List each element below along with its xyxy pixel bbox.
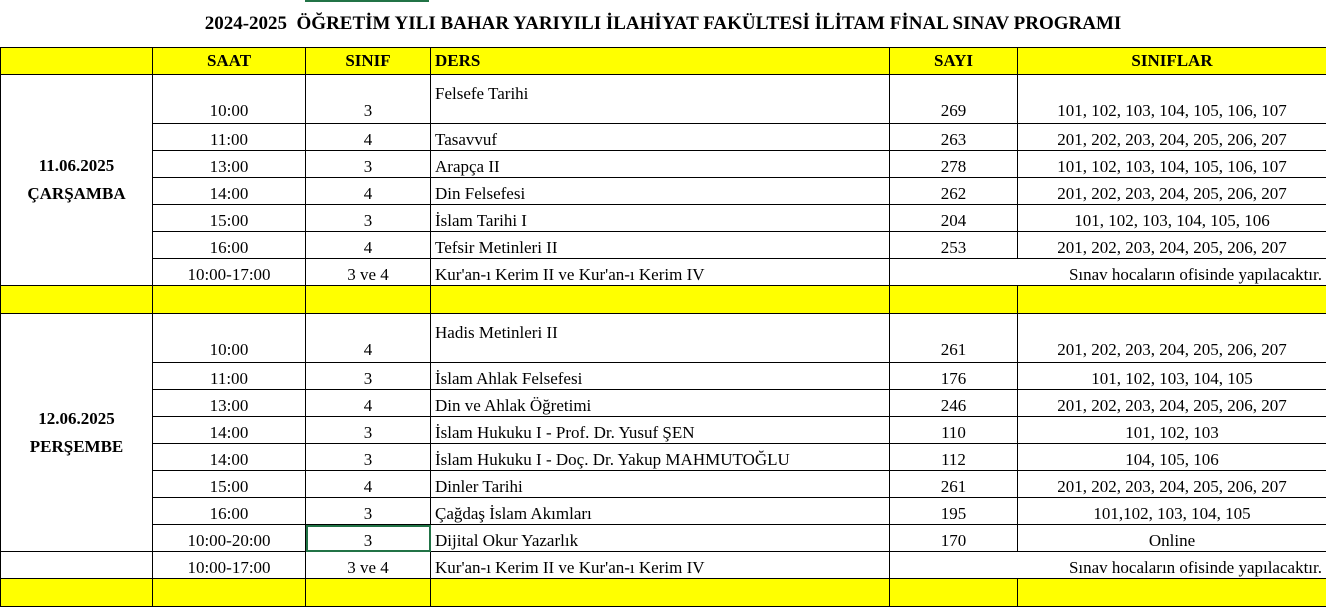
saat-cell[interactable]: 10:00-17:00 <box>153 259 306 286</box>
separator-cell[interactable] <box>306 579 431 607</box>
separator-cell[interactable] <box>1018 579 1326 607</box>
sayi-cell[interactable]: 246 <box>890 390 1018 417</box>
sinif-cell[interactable]: 3 <box>306 498 431 525</box>
separator-cell[interactable] <box>153 579 306 607</box>
header-sinif[interactable]: SINIF <box>306 48 431 75</box>
table-row <box>1 314 1326 363</box>
table-row <box>1 363 1326 390</box>
saat-cell[interactable]: 11:00 <box>153 363 306 390</box>
saat-cell[interactable]: 10:00-17:00 <box>153 552 306 579</box>
sinif-cell[interactable]: 4 <box>306 232 431 259</box>
separator-row <box>1 286 1326 314</box>
ders-cell[interactable]: Felsefe Tarihi <box>431 75 890 124</box>
sinif-cell[interactable]: 3 <box>306 75 431 124</box>
ders-cell[interactable]: Kur'an-ı Kerim II ve Kur'an-ı Kerim IV <box>431 259 890 286</box>
empty-cell[interactable] <box>1 552 153 579</box>
day2-date: 12.06.2025 <box>38 409 115 428</box>
siniflar-cell[interactable]: 101,102, 103, 104, 105 <box>1018 498 1326 525</box>
separator-cell[interactable] <box>1018 286 1326 314</box>
table-row <box>1 417 1326 444</box>
sinif-cell[interactable]: 3 <box>306 205 431 232</box>
header-date-cell[interactable] <box>1 48 153 75</box>
sinif-cell[interactable]: 4 <box>306 471 431 498</box>
table-row <box>1 124 1326 151</box>
day1-date: 11.06.2025 <box>39 156 115 175</box>
siniflar-cell[interactable]: 201, 202, 203, 204, 205, 206, 207 <box>1018 124 1326 151</box>
siniflar-cell[interactable]: 201, 202, 203, 204, 205, 206, 207 <box>1018 178 1326 205</box>
table-row <box>1 471 1326 498</box>
ders-cell[interactable]: Hadis Metinleri II <box>431 314 890 363</box>
separator-row <box>1 579 1326 607</box>
day2-weekday: PERŞEMBE <box>30 437 124 456</box>
day1-date-cell[interactable] <box>1 75 153 286</box>
sayi-cell[interactable]: 269 <box>890 75 1018 124</box>
siniflar-cell[interactable]: 101, 102, 103, 104, 105 <box>1018 363 1326 390</box>
header-siniflar[interactable]: SINIFLAR <box>1018 48 1326 75</box>
table-row <box>1 498 1326 525</box>
siniflar-cell[interactable]: 201, 202, 203, 204, 205, 206, 207 <box>1018 471 1326 498</box>
ders-cell[interactable]: Din ve Ahlak Öğretimi <box>431 390 890 417</box>
cell-selection-marker <box>305 0 429 2</box>
separator-cell[interactable] <box>306 286 431 314</box>
siniflar-cell[interactable]: 101, 102, 103, 104, 105, 106, 107 <box>1018 75 1326 124</box>
note-cell[interactable]: Sınav hocaların ofisinde yapılacaktır. <box>890 552 1326 579</box>
siniflar-cell[interactable]: 104, 105, 106 <box>1018 444 1326 471</box>
siniflar-cell[interactable]: 101, 102, 103 <box>1018 417 1326 444</box>
separator-cell[interactable] <box>890 286 1018 314</box>
table-row <box>1 525 1326 552</box>
ders-cell[interactable]: Kur'an-ı Kerim II ve Kur'an-ı Kerim IV <box>431 552 890 579</box>
siniflar-cell[interactable]: 201, 202, 203, 204, 205, 206, 207 <box>1018 232 1326 259</box>
sinif-cell[interactable]: 4 <box>306 314 431 363</box>
sayi-cell[interactable]: 262 <box>890 178 1018 205</box>
saat-cell[interactable]: 16:00 <box>153 232 306 259</box>
saat-cell[interactable]: 13:00 <box>153 390 306 417</box>
table-row <box>1 205 1326 232</box>
siniflar-cell[interactable]: 101, 102, 103, 104, 105, 106, 107 <box>1018 151 1326 178</box>
exam-schedule-table <box>0 47 1326 607</box>
table-row <box>1 232 1326 259</box>
ders-cell[interactable]: İslam Hukuku I - Prof. Dr. Yusuf ŞEN <box>431 417 890 444</box>
saat-cell[interactable]: 10:00-20:00 <box>153 525 306 552</box>
saat-cell[interactable]: 15:00 <box>153 471 306 498</box>
sinif-cell[interactable]: 4 <box>306 124 431 151</box>
header-sayi[interactable]: SAYI <box>890 48 1018 75</box>
ders-cell[interactable]: İslam Tarihi I <box>431 205 890 232</box>
saat-cell[interactable]: 16:00 <box>153 498 306 525</box>
sayi-cell[interactable]: 176 <box>890 363 1018 390</box>
table-row <box>1 552 1326 579</box>
saat-cell[interactable]: 15:00 <box>153 205 306 232</box>
page-title: 2024-2025 ÖĞRETİM YILI BAHAR YARIYILI İLAHİYAT FAKÜLTESİ İLİTAM FİNAL SINAV PROGRAMI <box>0 0 1326 47</box>
saat-cell[interactable]: 11:00 <box>153 124 306 151</box>
sinif-cell[interactable]: 3 <box>306 151 431 178</box>
ders-cell[interactable]: İslam Hukuku I - Doç. Dr. Yakup MAHMUTOĞLU <box>431 444 890 471</box>
sayi-cell[interactable]: 112 <box>890 444 1018 471</box>
saat-cell[interactable]: 14:00 <box>153 444 306 471</box>
sayi-cell[interactable]: 170 <box>890 525 1018 552</box>
separator-cell[interactable] <box>1 286 153 314</box>
ders-cell[interactable]: Arapça II <box>431 151 890 178</box>
sayi-cell[interactable]: 261 <box>890 314 1018 363</box>
ders-cell[interactable]: İslam Ahlak Felsefesi <box>431 363 890 390</box>
separator-cell[interactable] <box>1 579 153 607</box>
siniflar-cell[interactable]: 101, 102, 103, 104, 105, 106 <box>1018 205 1326 232</box>
sinif-cell-selected[interactable]: 3 <box>306 525 431 552</box>
ders-cell[interactable]: Tasavvuf <box>431 124 890 151</box>
day1-weekday: ÇARŞAMBA <box>27 184 125 203</box>
ders-cell[interactable]: Tefsir Metinleri II <box>431 232 890 259</box>
sayi-cell[interactable]: 261 <box>890 471 1018 498</box>
day2-date-cell[interactable] <box>1 314 153 552</box>
saat-cell[interactable]: 10:00 <box>153 314 306 363</box>
table-row <box>1 259 1326 286</box>
table-row <box>1 178 1326 205</box>
sayi-cell[interactable]: 263 <box>890 124 1018 151</box>
siniflar-cell[interactable]: Online <box>1018 525 1326 552</box>
sinif-cell[interactable]: 3 ve 4 <box>306 259 431 286</box>
saat-cell[interactable]: 10:00 <box>153 75 306 124</box>
table-row <box>1 390 1326 417</box>
sinif-cell[interactable]: 4 <box>306 178 431 205</box>
saat-cell[interactable]: 14:00 <box>153 178 306 205</box>
saat-cell[interactable]: 13:00 <box>153 151 306 178</box>
ders-cell[interactable]: Çağdaş İslam Akımları <box>431 498 890 525</box>
separator-cell[interactable] <box>890 579 1018 607</box>
siniflar-cell[interactable]: 201, 202, 203, 204, 205, 206, 207 <box>1018 314 1326 363</box>
sayi-cell[interactable]: 204 <box>890 205 1018 232</box>
table-row <box>1 75 1326 124</box>
sayi-cell[interactable]: 195 <box>890 498 1018 525</box>
sayi-cell[interactable]: 110 <box>890 417 1018 444</box>
sinif-cell[interactable]: 4 <box>306 390 431 417</box>
ders-cell[interactable]: Din Felsefesi <box>431 178 890 205</box>
sayi-cell[interactable]: 253 <box>890 232 1018 259</box>
sinif-cell[interactable]: 3 <box>306 417 431 444</box>
ders-cell[interactable]: Dinler Tarihi <box>431 471 890 498</box>
sinif-cell[interactable]: 3 <box>306 444 431 471</box>
siniflar-cell[interactable]: 201, 202, 203, 204, 205, 206, 207 <box>1018 390 1326 417</box>
header-row <box>1 48 1326 75</box>
separator-cell[interactable] <box>153 286 306 314</box>
header-ders[interactable]: DERS <box>431 48 890 75</box>
saat-cell[interactable]: 14:00 <box>153 417 306 444</box>
table-row <box>1 151 1326 178</box>
separator-cell[interactable] <box>431 286 890 314</box>
sinif-cell[interactable]: 3 ve 4 <box>306 552 431 579</box>
separator-cell[interactable] <box>431 579 890 607</box>
note-cell[interactable]: Sınav hocaların ofisinde yapılacaktır. <box>890 259 1326 286</box>
table-row <box>1 444 1326 471</box>
sayi-cell[interactable]: 278 <box>890 151 1018 178</box>
header-saat[interactable]: SAAT <box>153 48 306 75</box>
ders-cell[interactable]: Dijital Okur Yazarlık <box>431 525 890 552</box>
sinif-cell[interactable]: 3 <box>306 363 431 390</box>
